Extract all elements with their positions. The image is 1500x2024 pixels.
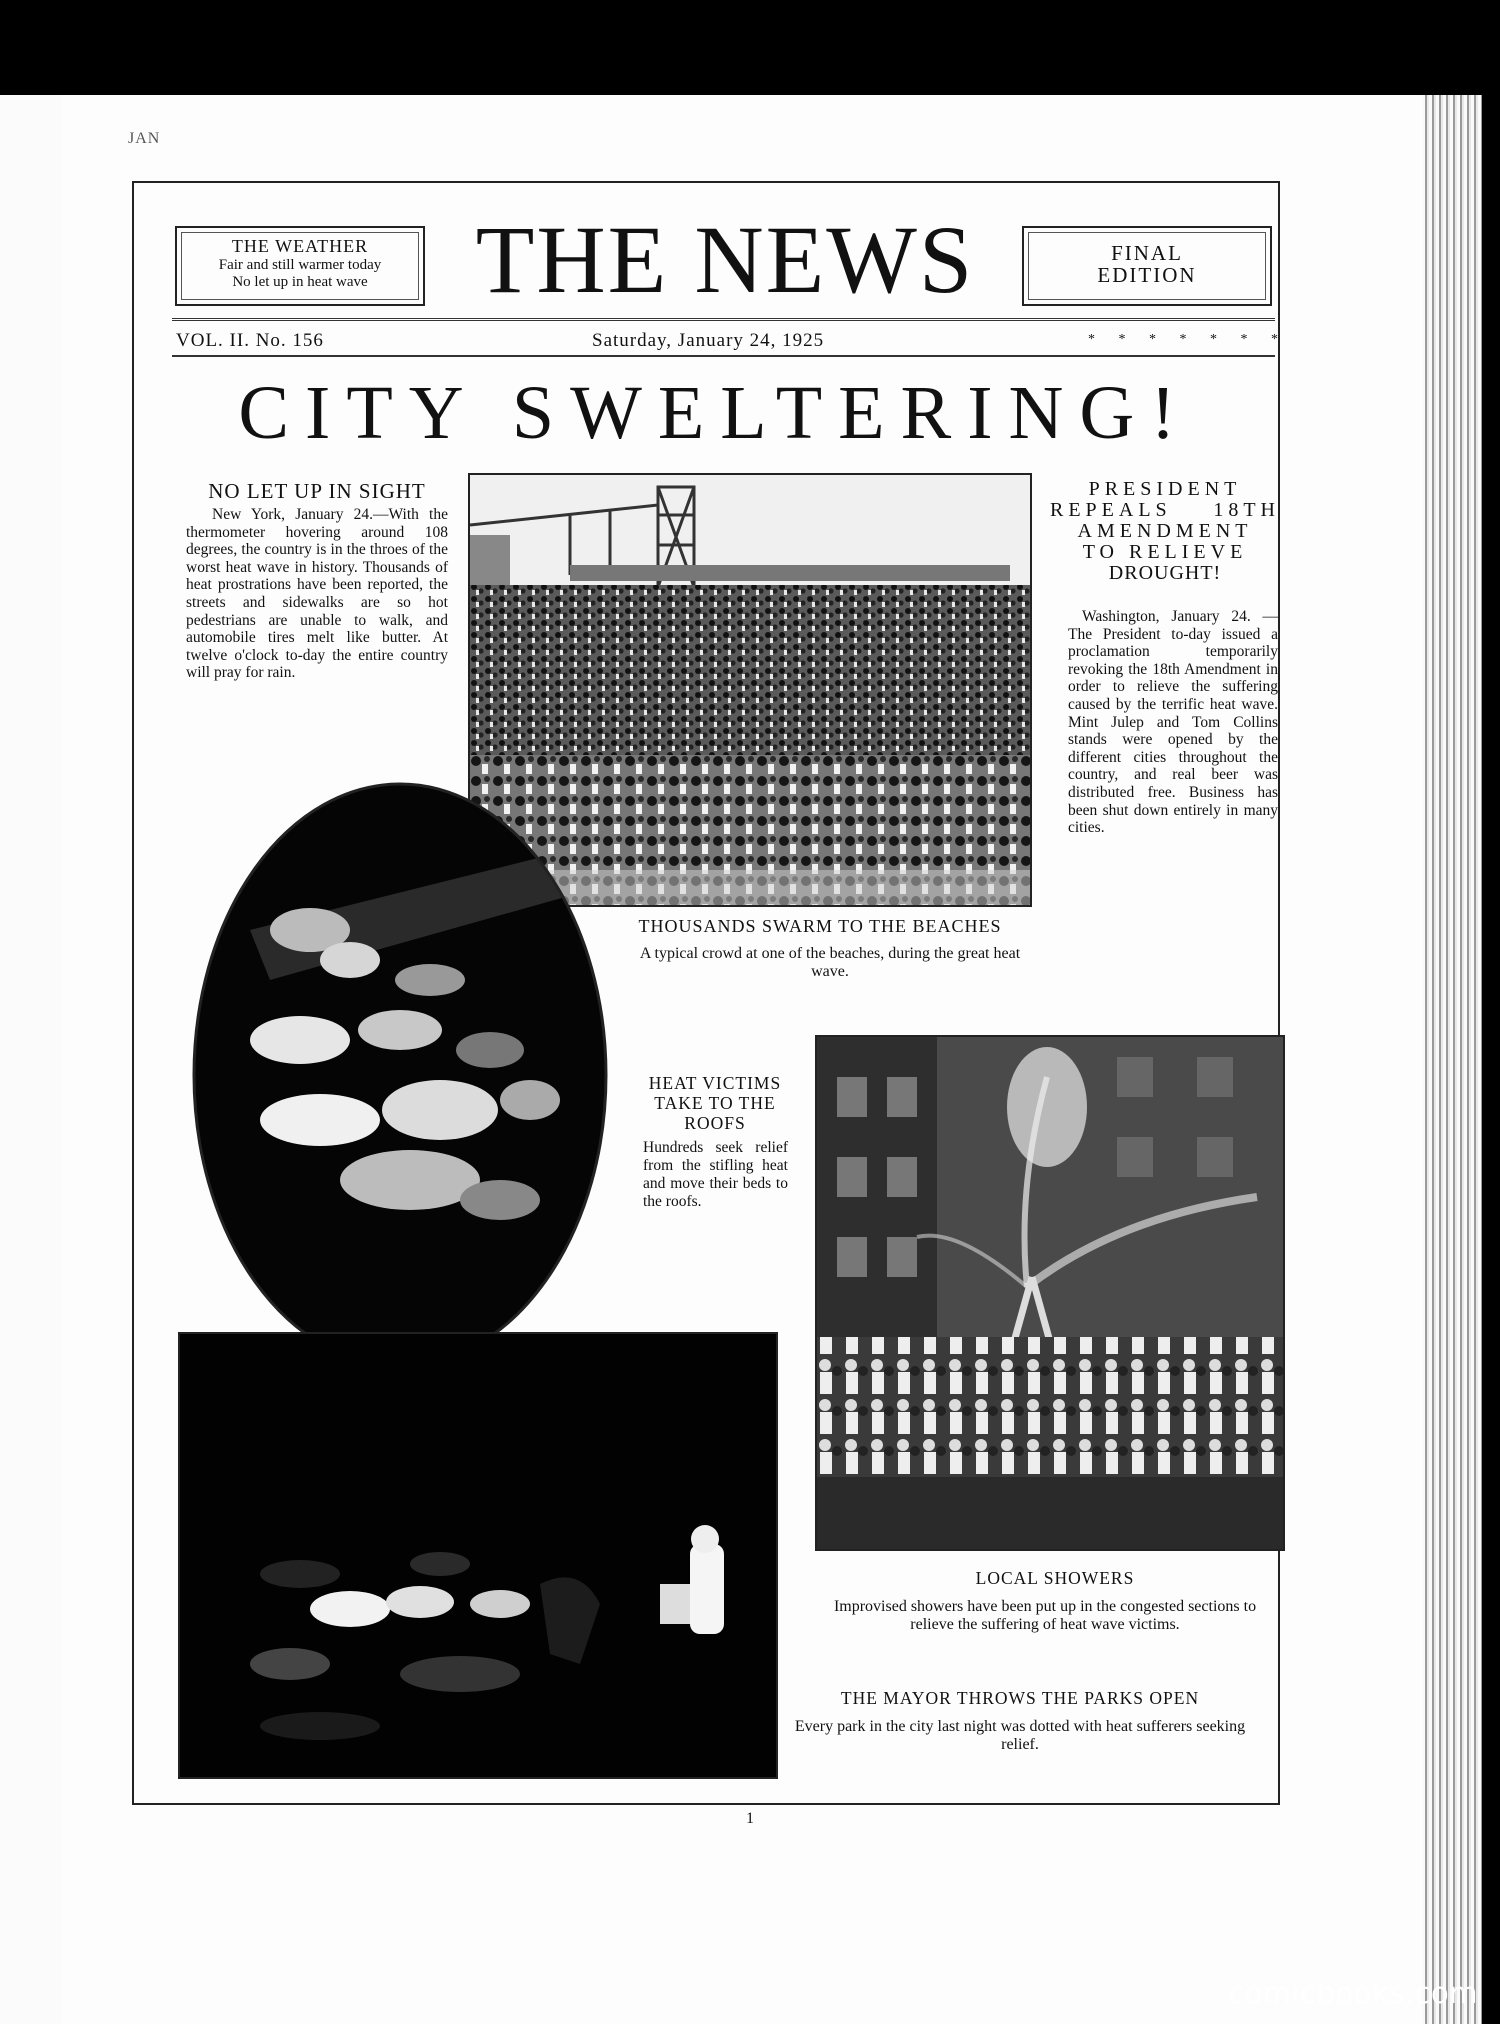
caption-line: HEAT VICTIMS xyxy=(648,1073,782,1093)
site-watermark: comicbooks.com xyxy=(1228,1976,1478,2010)
caption-line: TAKE TO THE xyxy=(654,1093,776,1113)
beach-photo-caption-title: THOUSANDS SWARM TO THE BEACHES xyxy=(638,916,1002,936)
weather-title: THE WEATHER xyxy=(231,236,369,256)
edition-line: FINAL xyxy=(1111,241,1183,265)
newspaper-title: THE NEWS xyxy=(475,206,975,313)
headline-line: AMENDMENT xyxy=(1077,520,1253,542)
parks-caption: Every park in the city last night was dotted with heat sufferers seeking relief. xyxy=(794,1718,1246,1753)
dateline-rule xyxy=(172,355,1275,357)
edition-box xyxy=(1022,226,1272,306)
left-article-headline: NO LET UP IN SIGHT xyxy=(208,479,426,503)
roof-photo-caption-title xyxy=(640,1073,790,1133)
headline-line: TO RELIEVE xyxy=(1082,541,1248,563)
headline-line: REPEALS 18TH xyxy=(1050,499,1280,521)
roof-photo-caption: Hundreds seek relief from the stifling heat and move their beds to the roofs. xyxy=(643,1139,788,1210)
right-article-body: Washington, January 24. —The President to-day issued a proclamation temporarily revoking the 18th Amendment in order to relieve the suffering caused by the terrific heat wave. Mint Julep and Tom Collins stands were opened by the different cities throughout the country, and real beer was distributed free. Business has been shut down entirely in many cities. xyxy=(1068,608,1278,837)
street-showers-photo xyxy=(815,1035,1285,1551)
showers-caption: Improvised showers have been put up in the congested sections to relieve the suffering of heat wave victims. xyxy=(833,1598,1257,1633)
edition-stars: * * * * * * * xyxy=(1088,332,1288,347)
parks-headline: THE MAYOR THROWS THE PARKS OPEN xyxy=(840,1688,1200,1708)
beach-photo-caption: A typical crowd at one of the beaches, during the great heat wave. xyxy=(639,945,1021,980)
park-sleepers-photo xyxy=(178,1332,778,1779)
weather-box xyxy=(175,226,425,306)
masthead-rule xyxy=(172,318,1275,321)
caption-line: ROOFS xyxy=(684,1113,746,1133)
main-headline: CITY SWELTERING! xyxy=(238,371,1192,455)
showers-caption-title: LOCAL SHOWERS xyxy=(975,1568,1135,1588)
volume-number: VOL. II. No. 156 xyxy=(176,330,324,351)
headline-line: DROUGHT! xyxy=(1108,562,1222,584)
left-article-body: New York, January 24.—With the thermometer hovering around 108 degrees, the country is in the throes of the worst heat wave in history. Thousands of heat prostrations have been reported, the streets and sidewalks are so hot pedestrians are unable to walk, and automobile tires melt like butter. At twelve o'clock to-day the entire country will pray for rain. xyxy=(186,506,448,682)
headline-line: PRESIDENT xyxy=(1088,478,1242,500)
weather-line: Fair and still warmer today xyxy=(218,257,382,273)
margin-note: JAN xyxy=(128,130,161,147)
page-number: 1 xyxy=(746,1810,754,1827)
book-page-edges xyxy=(1422,95,1482,2024)
left-page-edge xyxy=(0,95,62,2024)
rooftop-sleepers-photo xyxy=(190,780,610,1370)
issue-date: Saturday, January 24, 1925 xyxy=(592,330,825,351)
edition-line: EDITION xyxy=(1097,263,1197,287)
right-article-headline xyxy=(1050,479,1280,584)
weather-line: No let up in heat wave xyxy=(232,274,368,290)
